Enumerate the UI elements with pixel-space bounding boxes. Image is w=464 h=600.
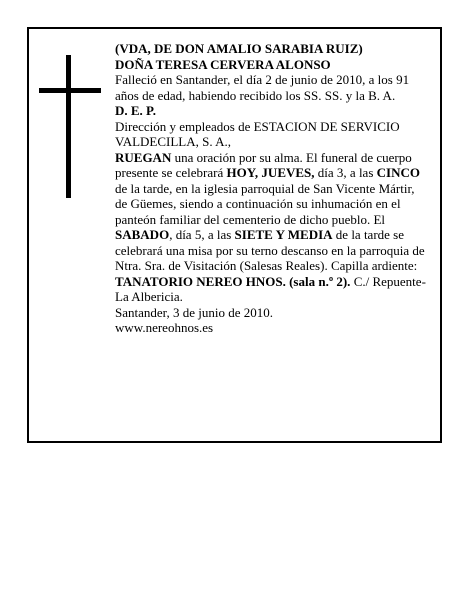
widow-of-line: (VDA, DE DON AMALIO SARABIA RUIZ): [115, 41, 363, 56]
cross-icon: [39, 55, 101, 198]
rest-in-peace: D. E. P.: [115, 103, 157, 118]
hoy-jueves: HOY, JUEVES,: [226, 165, 315, 180]
tanatorio: TANATORIO NEREO HNOS. (sala n.º 2).: [115, 273, 351, 289]
request-text-1: una oración por su alma. El funeral de cuerpo presente se celebrará: [115, 149, 412, 180]
obituary-notice: [27, 27, 442, 443]
funeral-request: [115, 150, 427, 305]
request-text-5: de la tarde se celebrará una misa por su terno descanso en la parroquia de Ntra. Sra. de Visitación (Salesas Reales). Capilla ardiente:: [115, 227, 425, 273]
request-text-6: C./ Repuente-La Albericia.: [115, 273, 426, 304]
date-line: Santander, 3 de junio de 2010.: [115, 304, 273, 320]
staff-line: Dirección y empleados de ESTACION DE SERVICIO VALDECILLA, S. A.,: [115, 118, 400, 149]
siete-y-media: SIETE Y MEDIA: [234, 227, 333, 242]
website: www.nereohnos.es: [115, 320, 214, 335]
ruegan-word: RUEGAN: [115, 149, 172, 165]
cross-horizontal-bar: [39, 88, 101, 93]
request-text-3: de la tarde, en la iglesia parroquial de San Vicente Mártir, de Güemes, siendo a continuación su inhumación en el panteón familiar del cementerio de dicho pueblo. El: [115, 180, 415, 227]
cinco: CINCO: [376, 165, 420, 180]
death-statement: Falleció en Santander, el día 2 de junio de 2010, a los 91 años de edad, habiendo recibido los SS. SS. y la B. A.: [115, 72, 410, 103]
request-text-4: , día 5, a las: [169, 227, 235, 242]
cross-vertical-bar: [66, 55, 71, 198]
request-text-2: día 3, a las: [314, 165, 377, 180]
deceased-name: DOÑA TERESA CERVERA ALONSO: [115, 56, 331, 72]
notice-body: [115, 41, 427, 336]
sabado: SABADO: [115, 227, 170, 242]
